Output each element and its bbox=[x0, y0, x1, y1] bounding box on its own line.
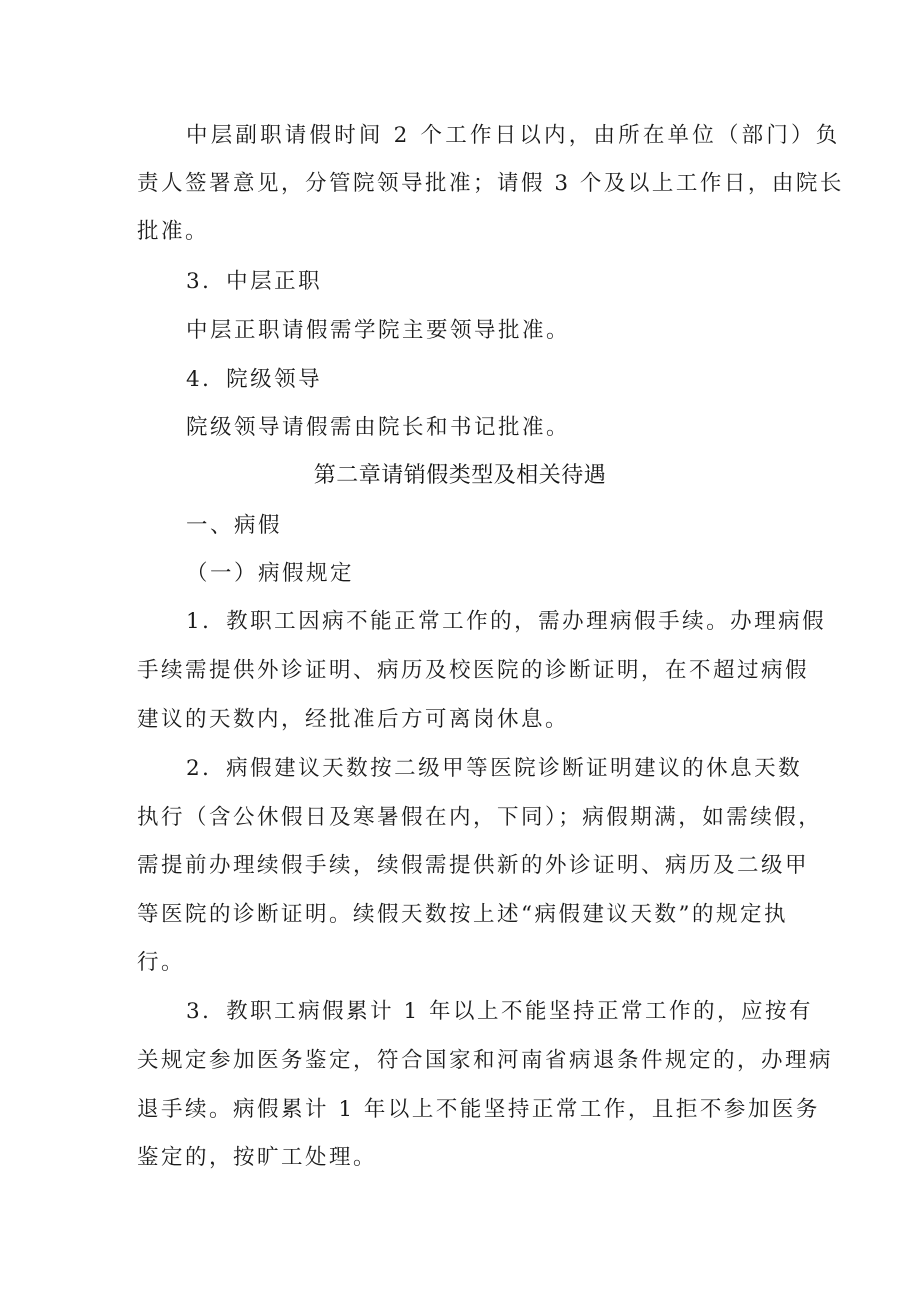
paragraph-line: 中层副职请假时间 2 个工作日以内，由所在单位（部门）负 bbox=[186, 123, 841, 148]
paragraph-line: 手续需提供外诊证明、病历及校医院的诊断证明，在不超过病假 bbox=[137, 658, 810, 683]
item-heading: 3．中层正职 bbox=[186, 269, 323, 294]
subsection-title: （一）病假规定 bbox=[186, 561, 355, 586]
paragraph-line: 建议的天数内，经批准后方可离岗休息。 bbox=[137, 707, 570, 732]
paragraph-line: 关规定参加医务鉴定，符合国家和河南省病退条件规定的，办理病 bbox=[137, 1048, 834, 1073]
paragraph-line: 执行（含公休假日及寒暑假在内，下同）；病假期满，如需续假， bbox=[137, 805, 823, 830]
item-heading: 4．院级领导 bbox=[186, 367, 323, 392]
paragraph-line: 责人签署意见，分管院领导批准；请假 3 个及以上工作日，由院长 bbox=[137, 171, 844, 196]
paragraph-line: 需提前办理续假手续，续假需提供新的外诊证明、病历及二级甲 bbox=[137, 853, 810, 878]
paragraph-line: 鉴定的，按旷工处理。 bbox=[137, 1145, 378, 1170]
paragraph-line: 3．教职工病假累计 1 年以上不能坚持正常工作的，应按有 bbox=[186, 999, 814, 1024]
paragraph-line: 2．病假建议天数按二级甲等医院诊断证明建议的休息天数 bbox=[186, 756, 803, 781]
chapter-title: 第二章请销假类型及相关待遇 bbox=[313, 463, 607, 488]
paragraph-line: 院级领导请假需由院长和书记批准。 bbox=[186, 415, 571, 440]
paragraph-line: 等医院的诊断证明。续假天数按上述“病假建议天数”的规定执 bbox=[137, 902, 788, 927]
paragraph-line: 行。 bbox=[137, 950, 186, 975]
section-title: 一、病假 bbox=[186, 513, 283, 538]
paragraph-line: 退手续。病假累计 1 年以上不能坚持正常工作，且拒不参加医务 bbox=[137, 1097, 820, 1122]
paragraph-line: 1．教职工因病不能正常工作的，需办理病假手续。办理病假 bbox=[186, 609, 827, 634]
paragraph-line: 中层正职请假需学院主要领导批准。 bbox=[186, 318, 571, 343]
paragraph-line: 批准。 bbox=[137, 219, 210, 244]
